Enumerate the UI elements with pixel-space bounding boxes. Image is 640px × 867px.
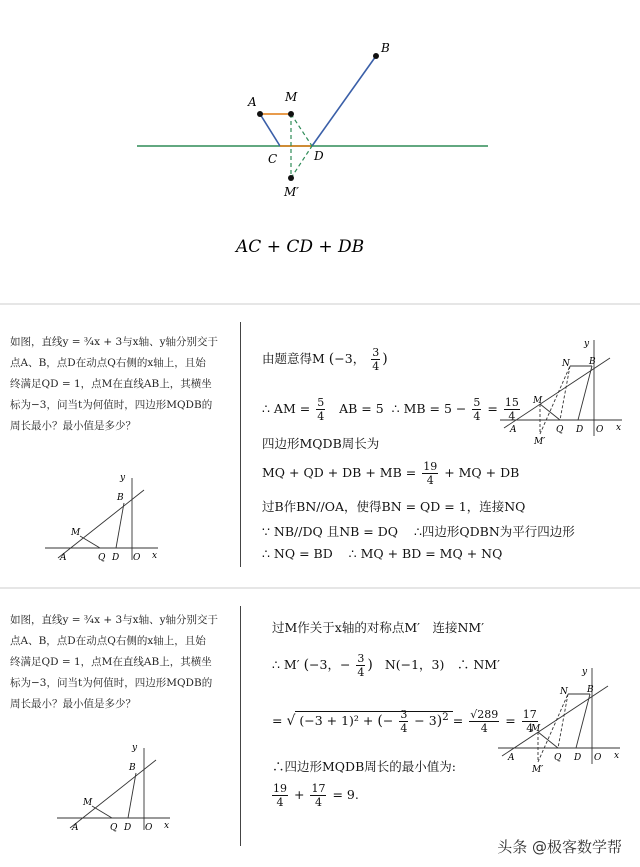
problem-line: 标为−3，问当t为何值时，四边形MQDB的 — [10, 677, 213, 689]
sol1-line7: ∴ NQ = BD ∴ MQ + BD = MQ + NQ — [262, 546, 503, 561]
panel1-vertical-divider — [240, 322, 241, 567]
fig-label-x: x — [164, 821, 170, 831]
divider-1 — [0, 303, 640, 305]
dashed-m-d — [291, 114, 312, 146]
fig-label-a: A — [510, 425, 517, 435]
fig-label-x: x — [152, 551, 158, 561]
panel2-vertical-divider — [240, 606, 241, 846]
sol2-line2: ∴ M′ (−3，− $\frac{3}{4}$ ) N(−1，3) ∴ NM′ — [272, 652, 500, 679]
problem-line: 周长最小？最小值是多少？ — [10, 698, 136, 710]
fig-label-y: y — [120, 473, 126, 483]
fig-label-o: O — [133, 553, 141, 563]
fig-label-o: O — [596, 425, 604, 435]
fig-label-x: x — [614, 751, 620, 761]
top-reflection-diagram — [0, 0, 640, 300]
sol2-line5: $\frac{19}{4}$ + $\frac{17}{4}$ = 9. — [273, 782, 359, 809]
fig-label-y: y — [582, 667, 588, 677]
panel2-problem-figure — [52, 740, 182, 835]
fig-label-m: M — [83, 798, 93, 808]
problem-line: 如图，直线y = ¾x + 3与x轴、y轴分别交于 — [10, 614, 219, 626]
fig-label-y: y — [584, 339, 590, 349]
fig-label-d: D — [124, 823, 132, 833]
fig-label-o: O — [145, 823, 153, 833]
problem-line: 周长最小？最小值是多少？ — [10, 420, 136, 432]
fig-label-o: O — [594, 753, 602, 763]
problem-line: 点A、B，点D在动点Q右侧的x轴上，且始 — [10, 635, 206, 647]
label-b: B — [381, 41, 390, 55]
sol1-line6: ∵ NB//DQ 且NB = DQ ∴四边形QDBN为平行四边形 — [262, 524, 575, 539]
fig-label-mprime: M′ — [532, 765, 544, 774]
fig-label-d: D — [576, 425, 584, 435]
fig-label-b: B — [589, 357, 596, 367]
watermark: 头条 @极客数学帮 — [497, 838, 622, 856]
fig-label-m: M — [533, 396, 543, 406]
sol2-line3: = √ (−3 + 1)² + (− $\frac{3}{4}$ − 3)$^2$ = $\frac{√289}{4}$ = $\frac{17}{4}$ — [272, 708, 537, 735]
fig-label-n: N — [562, 359, 570, 369]
point-mprime — [288, 175, 294, 181]
panel2-solution-figure — [496, 664, 630, 774]
panel1-problem — [10, 332, 230, 437]
label-m: M — [285, 90, 298, 104]
segment-db — [312, 56, 376, 146]
sol1-line3: 四边形MQDB周长为 — [262, 436, 380, 451]
panel1-problem-figure — [40, 470, 170, 565]
label-d: D — [314, 149, 324, 163]
fig-label-a: A — [508, 753, 515, 763]
fig-label-q: Q — [110, 823, 118, 833]
sol1-line2: ∴ AM = $\frac{5}{4}$ AB = 5 ∴ MB = 5 − $\frac{5}{4}$ = $\frac{15}{4}$ — [262, 396, 519, 423]
problem-line: 点A、B，点D在动点Q右侧的x轴上，且始 — [10, 357, 206, 369]
fig-label-a: A — [72, 823, 79, 833]
fig-label-b: B — [129, 763, 136, 773]
label-mprime: M′ — [284, 185, 300, 199]
expression: AC + CD + DB — [236, 237, 365, 257]
fig-label-q: Q — [98, 553, 106, 563]
fig-label-q: Q — [554, 753, 562, 763]
fig-label-a: A — [60, 553, 67, 563]
fig-label-m: M — [71, 528, 81, 538]
problem-line: 终满足QD = 1，点M在直线AB上，其横坐 — [10, 656, 212, 668]
divider-2 — [0, 587, 640, 589]
fig-label-d: D — [112, 553, 120, 563]
problem-line: 标为−3，问当t为何值时，四边形MQDB的 — [10, 399, 213, 411]
label-c: C — [268, 152, 278, 166]
label-a: A — [248, 95, 257, 109]
sol1-line4: MQ + QD + DB + MB = $\frac{19}{4}$ + MQ + DB — [262, 460, 520, 487]
fig-label-n: N — [560, 687, 568, 697]
fig-label-b: B — [587, 685, 594, 695]
fig-label-x: x — [616, 423, 622, 433]
sol1-line5: 过B作BN//OA，使得BN = QD = 1，连接NQ — [262, 499, 526, 514]
panel1-solution-figure — [498, 336, 628, 446]
point-b — [373, 53, 379, 59]
sol1-line1: 由题意得M (−3， $\frac{3}{4}$ ) — [262, 346, 388, 373]
fig-label-d: D — [574, 753, 582, 763]
panel2-problem — [10, 610, 230, 715]
point-a — [257, 111, 263, 117]
fig-label-mprime: M′ — [534, 437, 546, 446]
sol2-line4: ∴四边形MQDB周长的最小值为: — [272, 759, 456, 774]
problem-line: 如图，直线y = ¾x + 3与x轴、y轴分别交于 — [10, 336, 219, 348]
problem-line: 终满足QD = 1，点M在直线AB上，其横坐 — [10, 378, 212, 390]
point-m — [288, 111, 294, 117]
fig-label-b: B — [117, 493, 124, 503]
fig-label-q: Q — [556, 425, 564, 435]
dashed-mprime-d — [291, 146, 312, 178]
fig-label-m: M — [531, 724, 541, 734]
segment-ac — [260, 114, 280, 146]
sol2-line1: 过M作关于x轴的对称点M′ 连接NM′ — [272, 620, 485, 635]
fig-label-y: y — [132, 743, 138, 753]
